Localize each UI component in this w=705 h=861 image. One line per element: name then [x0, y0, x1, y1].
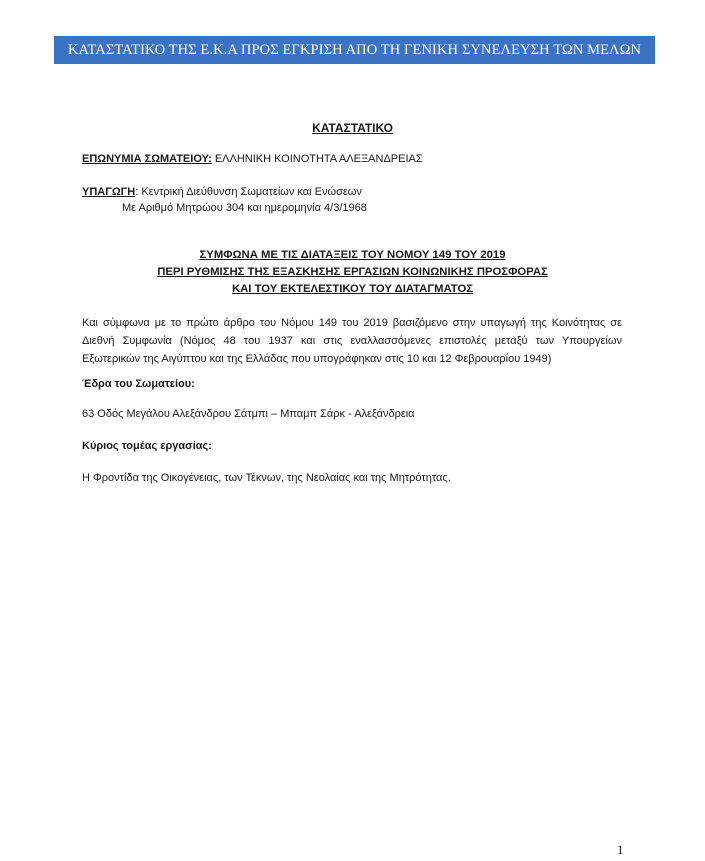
- banner-text: ΚΑΤΑΣΤΑΤΙΚΟ ΤΗΣ Ε.Κ.Α ΠΡΟΣ ΕΓΚΡΙΣΗ ΑΠΟ ΤΗ ΓΕΝΙΚΗ ΣΥΝΕΛΕΥΣΗ ΤΩΝ ΜΕΛΩΝ: [67, 41, 642, 58]
- legal-basis-paragraph: Και σύμφωνα με το πρώτο άρθρο του Νόμου 149 του 2019 βασιζόμενο στην υπαγωγή της Κοινότητας σε Διεθνή Συμφωνία (Νόμος 48 του 1937 και στις εναλλασσόμενες επιστολές μεταξύ των Υπουργείων Εξωτερικών της Αιγύπτου και της Ελλάδας που υπογράφηκαν στις 10 και 12 Φεβρουαρίου 1949): [82, 317, 622, 365]
- subjection-label: ΥΠΑΓΩΓΗ: [82, 186, 136, 198]
- sector-text: Η Φροντίδα της Οικογένειας, των Τέκνων, της Νεολαίας και της Μητρότητας.: [82, 472, 451, 484]
- document-title: ΚΑΤΑΣΤΑΤΙΚΟ: [312, 121, 393, 135]
- law-heading-line-1: ΣΥΜΦΩΝΑ ΜΕ ΤΙΣ ΔΙΑΤΑΞΕΙΣ ΤΟΥ ΝΟΜΟΥ 149 ΤΟΥ 2019: [199, 249, 506, 261]
- sector-heading: Κύριος τομέας εργασίας:: [82, 440, 212, 452]
- law-heading: [0, 247, 705, 298]
- association-name-line: [82, 153, 423, 165]
- subjection-value: : Κεντρική Διεύθυνση Σωματείων και Ενώσεων: [135, 186, 362, 198]
- subjection-line: [82, 186, 362, 198]
- law-heading-line-3: ΚΑΙ ΤΟΥ ΕΚΤΕΛΕΣΤΙΚΟΥ ΤΟΥ ΔΙΑΤΑΓΜΑΤΟΣ: [231, 283, 474, 295]
- seat-heading: Έδρα του Σωματείου:: [82, 378, 195, 390]
- association-name-label: ΕΠΩΝΥΜΙΑ ΣΩΜΑΤΕΙΟΥ:: [82, 153, 212, 165]
- registry-line: Με Αριθμό Μητρώου 304 και ημερομηνία 4/3/1968: [122, 202, 367, 214]
- association-name-value: ΕΛΛΗΝΙΚΗ ΚΟΙΝΟΤΗΤΑ ΑΛΕΞΑΝΔΡΕΙΑΣ: [211, 153, 423, 165]
- seat-address: 63 Οδός Μεγάλου Αλεξάνδρου Σάτμπι – Μπαμπ Σάρκ - Αλεξάνδρεια: [82, 408, 415, 420]
- page-number: 1: [617, 842, 624, 857]
- law-heading-line-2: ΠΕΡΙ ΡΥΘΜΙΣΗΣ ΤΗΣ ΕΞΑΣΚΗΣΗΣ ΕΡΓΑΣΙΩΝ ΚΟΙΝΩΝΙΚΗΣ ΠΡΟΣΦΟΡΑΣ: [157, 266, 548, 278]
- document-banner: [54, 36, 655, 64]
